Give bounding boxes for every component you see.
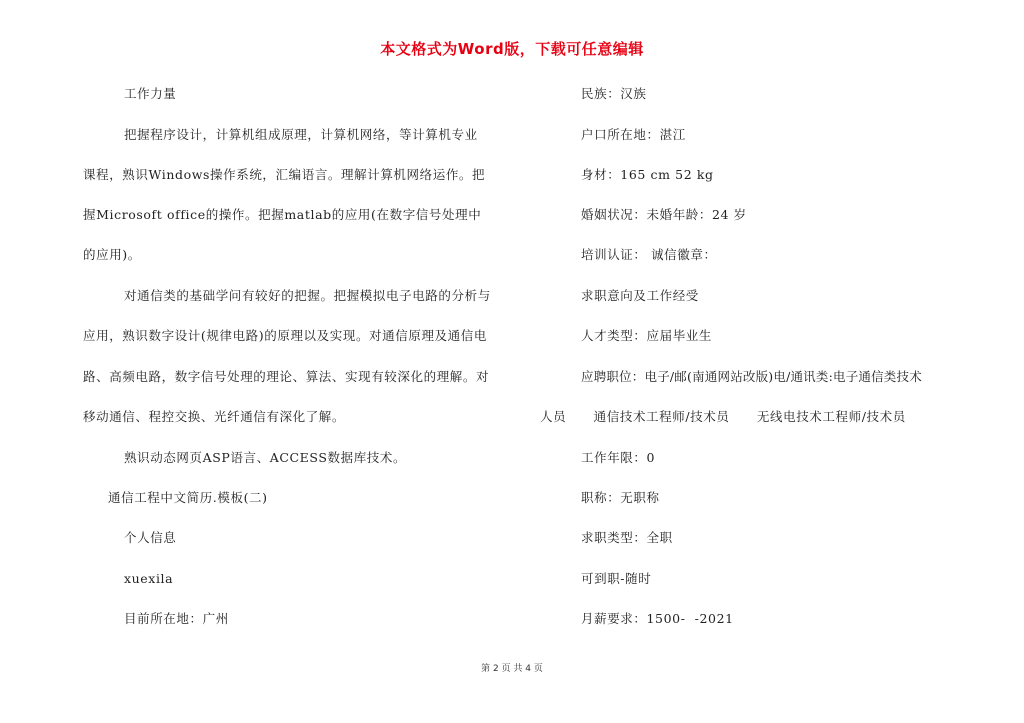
right-line-8: 应聘职位：电子/邮(南通网站改版)电/通讯类:电子通信类技术: [581, 369, 922, 384]
right-line-11: 职称：无职称: [581, 490, 660, 505]
left-line-12: 个人信息: [124, 530, 177, 545]
right-line-1: 民族：汉族: [581, 86, 647, 101]
left-line-7: 应用，熟识数字设计(规律电路)的原理以及实现。对通信原理及通信电: [83, 328, 487, 343]
page-footer: 第 2 页 共 4 页: [481, 664, 543, 674]
right-line-2: 户口所在地：湛江: [581, 127, 686, 142]
left-line-5: 的应用)。: [83, 247, 141, 262]
right-line-5: 培训认证： 诚信徽章：: [581, 247, 717, 262]
left-line-9: 移动通信、程控交换、光纤通信有深化了解。: [83, 409, 346, 424]
left-line-1: 工作力量: [124, 86, 177, 101]
left-line-8: 路、高频电路，数字信号处理的理论、算法、实现有较深化的理解。对: [83, 369, 490, 384]
left-line-2: 把握程序设计，计算机组成原理，计算机网络，等计算机专业: [124, 127, 478, 142]
left-line-4: 握Microsoft office的操作。把握matlab的应用(在数字信号处理中: [83, 207, 482, 222]
document-header: 本文格式为Word版，下载可任意编辑: [380, 40, 644, 58]
right-line-13: 可到职-随时: [581, 571, 652, 586]
left-line-11: 通信工程中文简历.模板(二): [108, 490, 268, 505]
right-line-4: 婚姻状况：未婚年龄：24 岁: [581, 207, 747, 222]
left-line-13: xuexila: [124, 571, 174, 586]
left-line-10: 熟识动态网页ASP语言、ACCESS数据库技术。: [124, 450, 407, 465]
left-line-6: 对通信类的基础学问有较好的把握。把握模拟电子电路的分析与: [124, 288, 491, 303]
right-line-10: 工作年限：0: [581, 450, 656, 465]
right-line-14: 月薪要求：1500- -2021: [581, 611, 734, 626]
right-line-3: 身材：165 cm 52 kg: [581, 167, 714, 182]
right-line-12: 求职类型：全职: [581, 530, 673, 545]
right-line-6: 求职意向及工作经受: [581, 288, 699, 303]
right-line-7: 人才类型：应届毕业生: [581, 328, 713, 343]
right-line-9: 人员 通信技术工程师/技术员 无线电技术工程师/技术员: [540, 409, 906, 424]
left-line-14: 目前所在地：广州: [124, 611, 229, 626]
left-line-3: 课程，熟识Windows操作系统，汇编语言。理解计算机网络运作。把: [83, 167, 486, 182]
